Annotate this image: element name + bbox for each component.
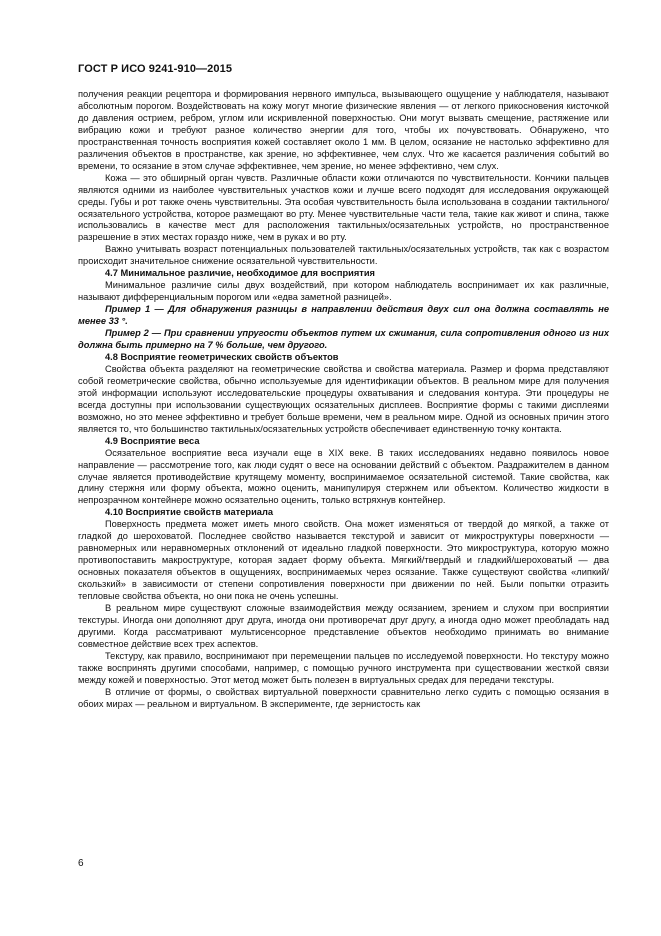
section-heading-4-8: 4.8 Восприятие геометрических свойств объектов xyxy=(105,351,339,362)
paragraph: получения реакции рецептора и формирования нервного импульса, вызывающего ощущение у наблюдателя, называют абсолютным порогом. Воздействовать на кожу могут многие физические явления — от легкого прикосновения кисточкой до давления острием, ребром, углом или искривленной поверхностью. Они могут вызвать смещение, растяжение или вибрацию кожи и требуют разное количество энергии для того, чтобы их почувствовать. Обнаружено, что пространственная точность восприятия кожей составляет около 1 мм. В целом, осязание не настолько эффективно для различения объектов в пространстве, как зрение, но эффективнее, чем слух. Что же касается различения событий во времени, то осязание в этом случае эффективнее, чем зрение, но менее эффективно, чем слух. xyxy=(78,89,609,171)
section-heading-4-9: 4.9 Восприятие веса xyxy=(105,435,200,446)
paragraph: Текстуру, как правило, воспринимают при перемещении пальцев по исследуемой поверхности. Но текстуру можно также воспринять другими способами, например, с помощью ручного инструмента при существовании жесткой связи между кожей и поверхностью. Этот метод может быть полезен в виртуальных средах для передачи текстуры. xyxy=(78,650,609,685)
page-body xyxy=(78,89,609,711)
page-number: 6 xyxy=(78,858,84,869)
section-heading-4-10: 4.10 Восприятие свойств материала xyxy=(105,507,274,518)
paragraph: В отличие от формы, о свойствах виртуальной поверхности сравнительно легко судить с помощью осязания в обоих мирах — реальном и виртуальном. В эксперименте, где зернистость как xyxy=(78,686,609,709)
paragraph: Поверхность предмета может иметь много свойств. Она может изменяться от твердой до мягкой, а также от гладкой до шероховатой. Последнее свойство называется текстурой и зависит от микроструктуры поверхности — равномерных или неравномерных отклонений от идеально гладкой поверхности. Это микроструктура, которую можно противопоставить макроструктуре, которая задает форму объекта. Мягкий/твердый и гладкий/шероховатый — два основных показателя объектов в ощущениях, воспринимаемых через осязание. Также существуют свойства «липкий/скользкий» в зависимости от степени сопротивления поверхности при движении по ней. Были попытки отразить тепловые свойства объекта, но они пока не очень успешны. xyxy=(78,519,609,602)
paragraph: Минимальное различие силы двух воздействий, при котором наблюдатель воспринимает их как различные, называют дифференциальным порогом или «едва заметной разницей». xyxy=(78,280,609,303)
example-1: Пример 1 — Для обнаружения разницы в направлении действия двух сил она должна составлять не менее 33 °. xyxy=(78,304,609,327)
paragraph: В реальном мире существуют сложные взаимодействия между осязанием, зрением и слухом при восприятии текстуры. Иногда они дополняют друг друга, иногда они противоречат друг другу, а иногда одно может преобладать над другими. Когда рассматривают мультисенсорное представление объектов необходимо принимать во внимание совместное действие всех трех аспектов. xyxy=(78,602,609,649)
example-2: Пример 2 — При сравнении упругости объектов путем их сжимания, сила сопротивления одного из них должна быть примерно на 7 % больше, чем другого. xyxy=(78,328,609,351)
paragraph: Осязательное восприятие веса изучали еще в XIX веке. В таких исследованиях недавно появилось новое направление — рассмотрение того, как люди судят о весе на основании действий с объектом. Раздражителем в данном случае является противодействие крутящему моменту, воспринимаемое осязательной системой. Такие свойства, как длину стержня или форму объекта, можно оценить, манипулируя стержнем или объектом. Количество жидкости в непрозрачном контейнере можно осязательно оценить, только встряхнув контейнер. xyxy=(78,447,609,506)
paragraph: Важно учитывать возраст потенциальных пользователей тактильных/осязательных устройств, так как с возрастом происходит значительное снижение осязательной чувствительности. xyxy=(78,244,609,267)
section-heading-4-7: 4.7 Минимальное различие, необходимое для восприятия xyxy=(105,268,375,279)
paragraph: Свойства объекта разделяют на геометрические свойства и свойства материала. Размер и форма представляют собой геометрические свойства, обычно используемые для идентификации объектов. В реальном мире для получения этой информации используют исследовательские процедуры охватывания и следования контура. Эти процедуры не всегда доступны при использовании существующих осязательных дисплеев. Восприятие формы с такими дисплеями возможно, но это менее эффективно и требует больше времени, чем в реальном мире. Одной из основных причин этого является то, что большинство тактильных/осязательных устройств обеспечивает единственную точку контакта. xyxy=(78,363,609,434)
paragraph: Кожа — это обширный орган чувств. Различные области кожи отличаются по чувствительности. Кончики пальцев являются одними из наиболее чувствительных участков кожи и лучше всего подходят для исследования окружающей среды. Губы и рот также очень чувствительны. Эта особая чувствительность была использована в создании тактильного/осязательного устройства, которое размещают во рту. Менее чувствительные части тела, такие как живот и спина, также использовались в качестве мест для расположения тактильных/осязательных устройств, но пространственное разрешение в этих местах гораздо ниже, чем в руках и во рту. xyxy=(78,172,609,243)
standard-header: ГОСТ Р ИСО 9241-910—2015 xyxy=(78,63,233,75)
